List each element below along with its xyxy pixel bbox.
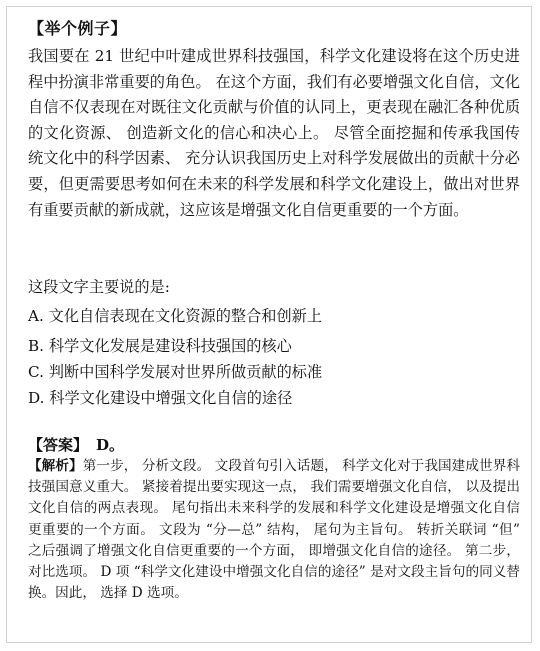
passage-text: 我国要在 21 世纪中叶建成世界科技强国，科学文化建设将在这个历史进程中扮演非常重要的角色。 在这个方面，我们有必要增强文化自信，文化自信不仅表现在对既往文化贡献与价值的认同上，更表现在融汇各种优质的文化资源、 创造新文化的信心和决心上。 尽管全面挖掘和传承我国传统文化中的科学因素、 充分认识我国历史上对科学发展做出的贡献十分必要，但更需要思考如何在未来的科学发展和科学文化建设上，做出对世界有重要贡献的新成就，这应该是增强文化自信更重要的一个方面。 xyxy=(28,47,520,219)
option-d-text: 科学文化建设中增强文化自信的途径 xyxy=(49,389,293,407)
option-c-letter: C. xyxy=(28,363,44,381)
question-text: 这段文字主要说的是: xyxy=(28,278,170,296)
option-b xyxy=(28,335,292,356)
option-d xyxy=(28,387,292,408)
answer-value: D。 xyxy=(96,436,125,454)
analysis-block xyxy=(28,456,520,604)
option-d-letter: D. xyxy=(28,389,45,407)
analysis-label: 【解析】 xyxy=(28,458,83,474)
option-b-text: 科学文化发展是建设科技强国的核心 xyxy=(48,337,292,355)
example-heading: 【举个例子】 xyxy=(28,19,128,38)
option-c xyxy=(28,361,322,382)
option-a-text: 文化自信表现在文化资源的整合和创新上 xyxy=(48,307,322,325)
answer-label: 【答案】 xyxy=(28,436,89,454)
analysis-text: 第一步， 分析文段。 文段首句引入话题， 科学文化对于我国建成世界科技强国意义重大。 紧接着提出要实现这一点， 我们需要增强文化自信， 以及提出文化自信的两点表现。 尾句指出未来科学的发展和科学文化建设是增强文化自信更重要的一个方面。 文段为 “分—总” 结构， 尾句为主旨句。 转折关联词 “但” 之后强调了增强文化自信更重要的一个方面， 即增强文化自信的途径。 第二步， 对比选项。 D 项 “科学文化建设中增强文化自信的途径” 是对文段主旨句的同义替换。因此， 选择 D 选项。 xyxy=(28,458,521,602)
option-b-letter: B. xyxy=(28,337,44,355)
option-a-letter: A. xyxy=(28,307,44,325)
option-a xyxy=(28,305,322,326)
answer-line xyxy=(28,434,124,455)
option-c-text: 判断中国科学发展对世界所做贡献的标准 xyxy=(48,363,323,381)
